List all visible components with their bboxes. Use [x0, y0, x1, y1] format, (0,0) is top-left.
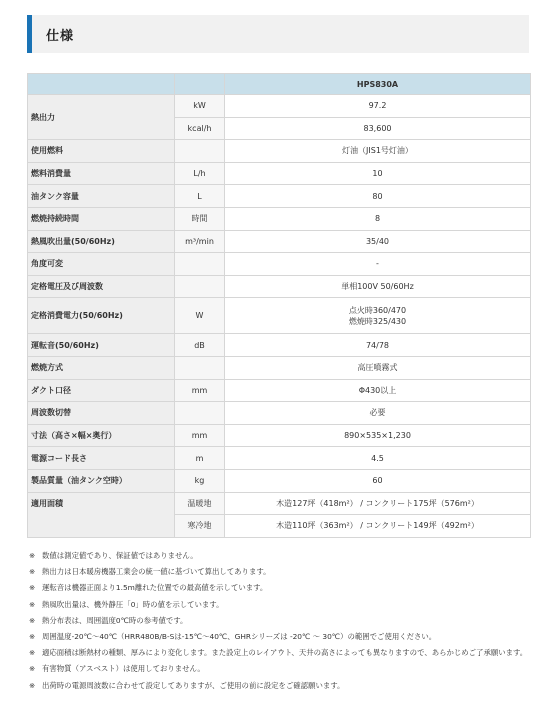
row-value-line: 点火時360/470	[348, 305, 407, 315]
row-unit: mm	[175, 424, 225, 447]
row-value: 必要	[225, 402, 531, 425]
note-text: 有害物質（アスベスト）は使用しておりません。	[42, 664, 205, 674]
table-row	[28, 447, 531, 470]
row-value: Φ430以上	[225, 379, 531, 402]
note-item	[29, 678, 534, 694]
note-item	[29, 548, 534, 564]
note-mark: ※	[29, 648, 36, 658]
note-text: 出荷時の電源周波数に合わせて設定してありますが、ご使用の前に設定をご確認願います。	[42, 680, 345, 690]
row-value: 木造127坪（418m²） / コンクリート175坪（576m²）	[225, 492, 531, 515]
note-mark: ※	[29, 599, 36, 609]
row-unit: 時間	[175, 207, 225, 230]
table-row	[28, 298, 531, 334]
row-label: 燃料消費量	[28, 162, 175, 185]
row-unit: mm	[175, 379, 225, 402]
note-item	[29, 613, 534, 629]
note-item	[29, 661, 534, 677]
row-unit	[175, 253, 225, 276]
table-row	[28, 356, 531, 379]
table-row	[28, 253, 531, 276]
table-row	[28, 95, 531, 118]
row-label: ダクト口径	[28, 379, 175, 402]
note-text: 適応面積は断熱材の種類、厚みにより変化します。また設定上のレイアウト、天井の高さによっても異なりますので、あらかじめご了承願います。	[42, 648, 528, 658]
row-value: -	[225, 253, 531, 276]
row-value: 74/78	[225, 334, 531, 357]
row-unit: m	[175, 447, 225, 470]
row-value: 4.5	[225, 447, 531, 470]
row-label: 電源コード長さ	[28, 447, 175, 470]
note-text: 周囲温度-20℃〜40℃（HRR480B/B-Sは-15℃〜40℃、GHRシリーズは -20℃ 〜 30℃）の範囲でご使用ください。	[42, 632, 437, 642]
row-unit: L	[175, 185, 225, 208]
row-unit: W	[175, 298, 225, 334]
row-value-multiline	[225, 298, 531, 334]
table-row	[28, 207, 531, 230]
note-mark: ※	[29, 567, 36, 577]
row-label: 周波数切替	[28, 402, 175, 425]
row-unit	[175, 275, 225, 298]
row-unit: m³/min	[175, 230, 225, 253]
spec-table	[27, 73, 531, 538]
row-unit	[175, 140, 225, 163]
note-text: 熱風吹出量は、機外静圧「0」時の値を示しています。	[42, 599, 224, 609]
row-unit: L/h	[175, 162, 225, 185]
table-row	[28, 469, 531, 492]
row-value: 35/40	[225, 230, 531, 253]
row-value: 80	[225, 185, 531, 208]
row-value: 890×535×1,230	[225, 424, 531, 447]
table-row	[28, 402, 531, 425]
table-row	[28, 140, 531, 163]
row-value: 単相100V 50/60Hz	[225, 275, 531, 298]
note-mark: ※	[29, 583, 36, 593]
table-header-row	[28, 74, 531, 95]
header-blank-cell	[28, 74, 175, 95]
row-label: 燃焼持続時間	[28, 207, 175, 230]
note-item	[29, 564, 534, 580]
row-label: 定格消費電力(50/60Hz)	[28, 298, 175, 334]
row-label: 角度可変	[28, 253, 175, 276]
row-label: 定格電圧及び周波数	[28, 275, 175, 298]
row-unit	[175, 402, 225, 425]
notes-list	[29, 548, 534, 694]
table-row	[28, 334, 531, 357]
row-unit: kcal/h	[175, 117, 225, 140]
table-row	[28, 275, 531, 298]
row-value: 83,600	[225, 117, 531, 140]
note-text: 熱出力は日本暖房機器工業会の統一値に基づいて算出してあります。	[42, 567, 271, 577]
note-mark: ※	[29, 632, 36, 642]
note-text: 運転音は機器正面より1.5m離れた位置での最高値を示しています。	[42, 583, 268, 593]
row-value: 10	[225, 162, 531, 185]
row-value-line: 燃焼時325/430	[348, 316, 407, 326]
note-mark: ※	[29, 680, 36, 690]
row-value: 60	[225, 469, 531, 492]
note-item	[29, 629, 534, 645]
row-label: 運転音(50/60Hz)	[28, 334, 175, 357]
note-mark: ※	[29, 615, 36, 625]
note-item	[29, 580, 534, 596]
row-value: 灯油（JIS1号灯油）	[225, 140, 531, 163]
row-label: 熱風吹出量(50/60Hz)	[28, 230, 175, 253]
table-row	[28, 492, 531, 515]
row-unit: 寒冷地	[175, 515, 225, 538]
note-text: 数値は測定値であり、保証値ではありません。	[42, 551, 198, 560]
row-value: 97.2	[225, 95, 531, 118]
row-unit: 温暖地	[175, 492, 225, 515]
row-label: 寸法（高さ×幅×奥行）	[28, 424, 175, 447]
row-unit: kg	[175, 469, 225, 492]
row-label: 油タンク容量	[28, 185, 175, 208]
row-label: 熱出力	[28, 95, 175, 140]
table-row	[28, 185, 531, 208]
model-header: HPS830A	[225, 74, 531, 95]
table-row	[28, 230, 531, 253]
header-blank-cell	[175, 74, 225, 95]
note-text: 熱分布表は、周囲温度0℃時の参考値です。	[42, 615, 188, 625]
note-item	[29, 645, 534, 661]
row-unit: kW	[175, 95, 225, 118]
row-value: 木造110坪（363m²） / コンクリート149坪（492m²）	[225, 515, 531, 538]
row-value: 8	[225, 207, 531, 230]
row-label: 使用燃料	[28, 140, 175, 163]
section-header	[27, 15, 529, 53]
row-label: 燃焼方式	[28, 356, 175, 379]
row-label: 適用面積	[28, 492, 175, 537]
section-title: 仕様	[46, 29, 75, 44]
row-unit: dB	[175, 334, 225, 357]
note-mark: ※	[29, 551, 36, 560]
note-mark: ※	[29, 664, 36, 674]
row-value: 高圧噴霧式	[225, 356, 531, 379]
table-row	[28, 424, 531, 447]
row-label: 製品質量（油タンク空時）	[28, 469, 175, 492]
table-row	[28, 162, 531, 185]
table-row	[28, 379, 531, 402]
note-item	[29, 597, 534, 613]
row-unit	[175, 356, 225, 379]
